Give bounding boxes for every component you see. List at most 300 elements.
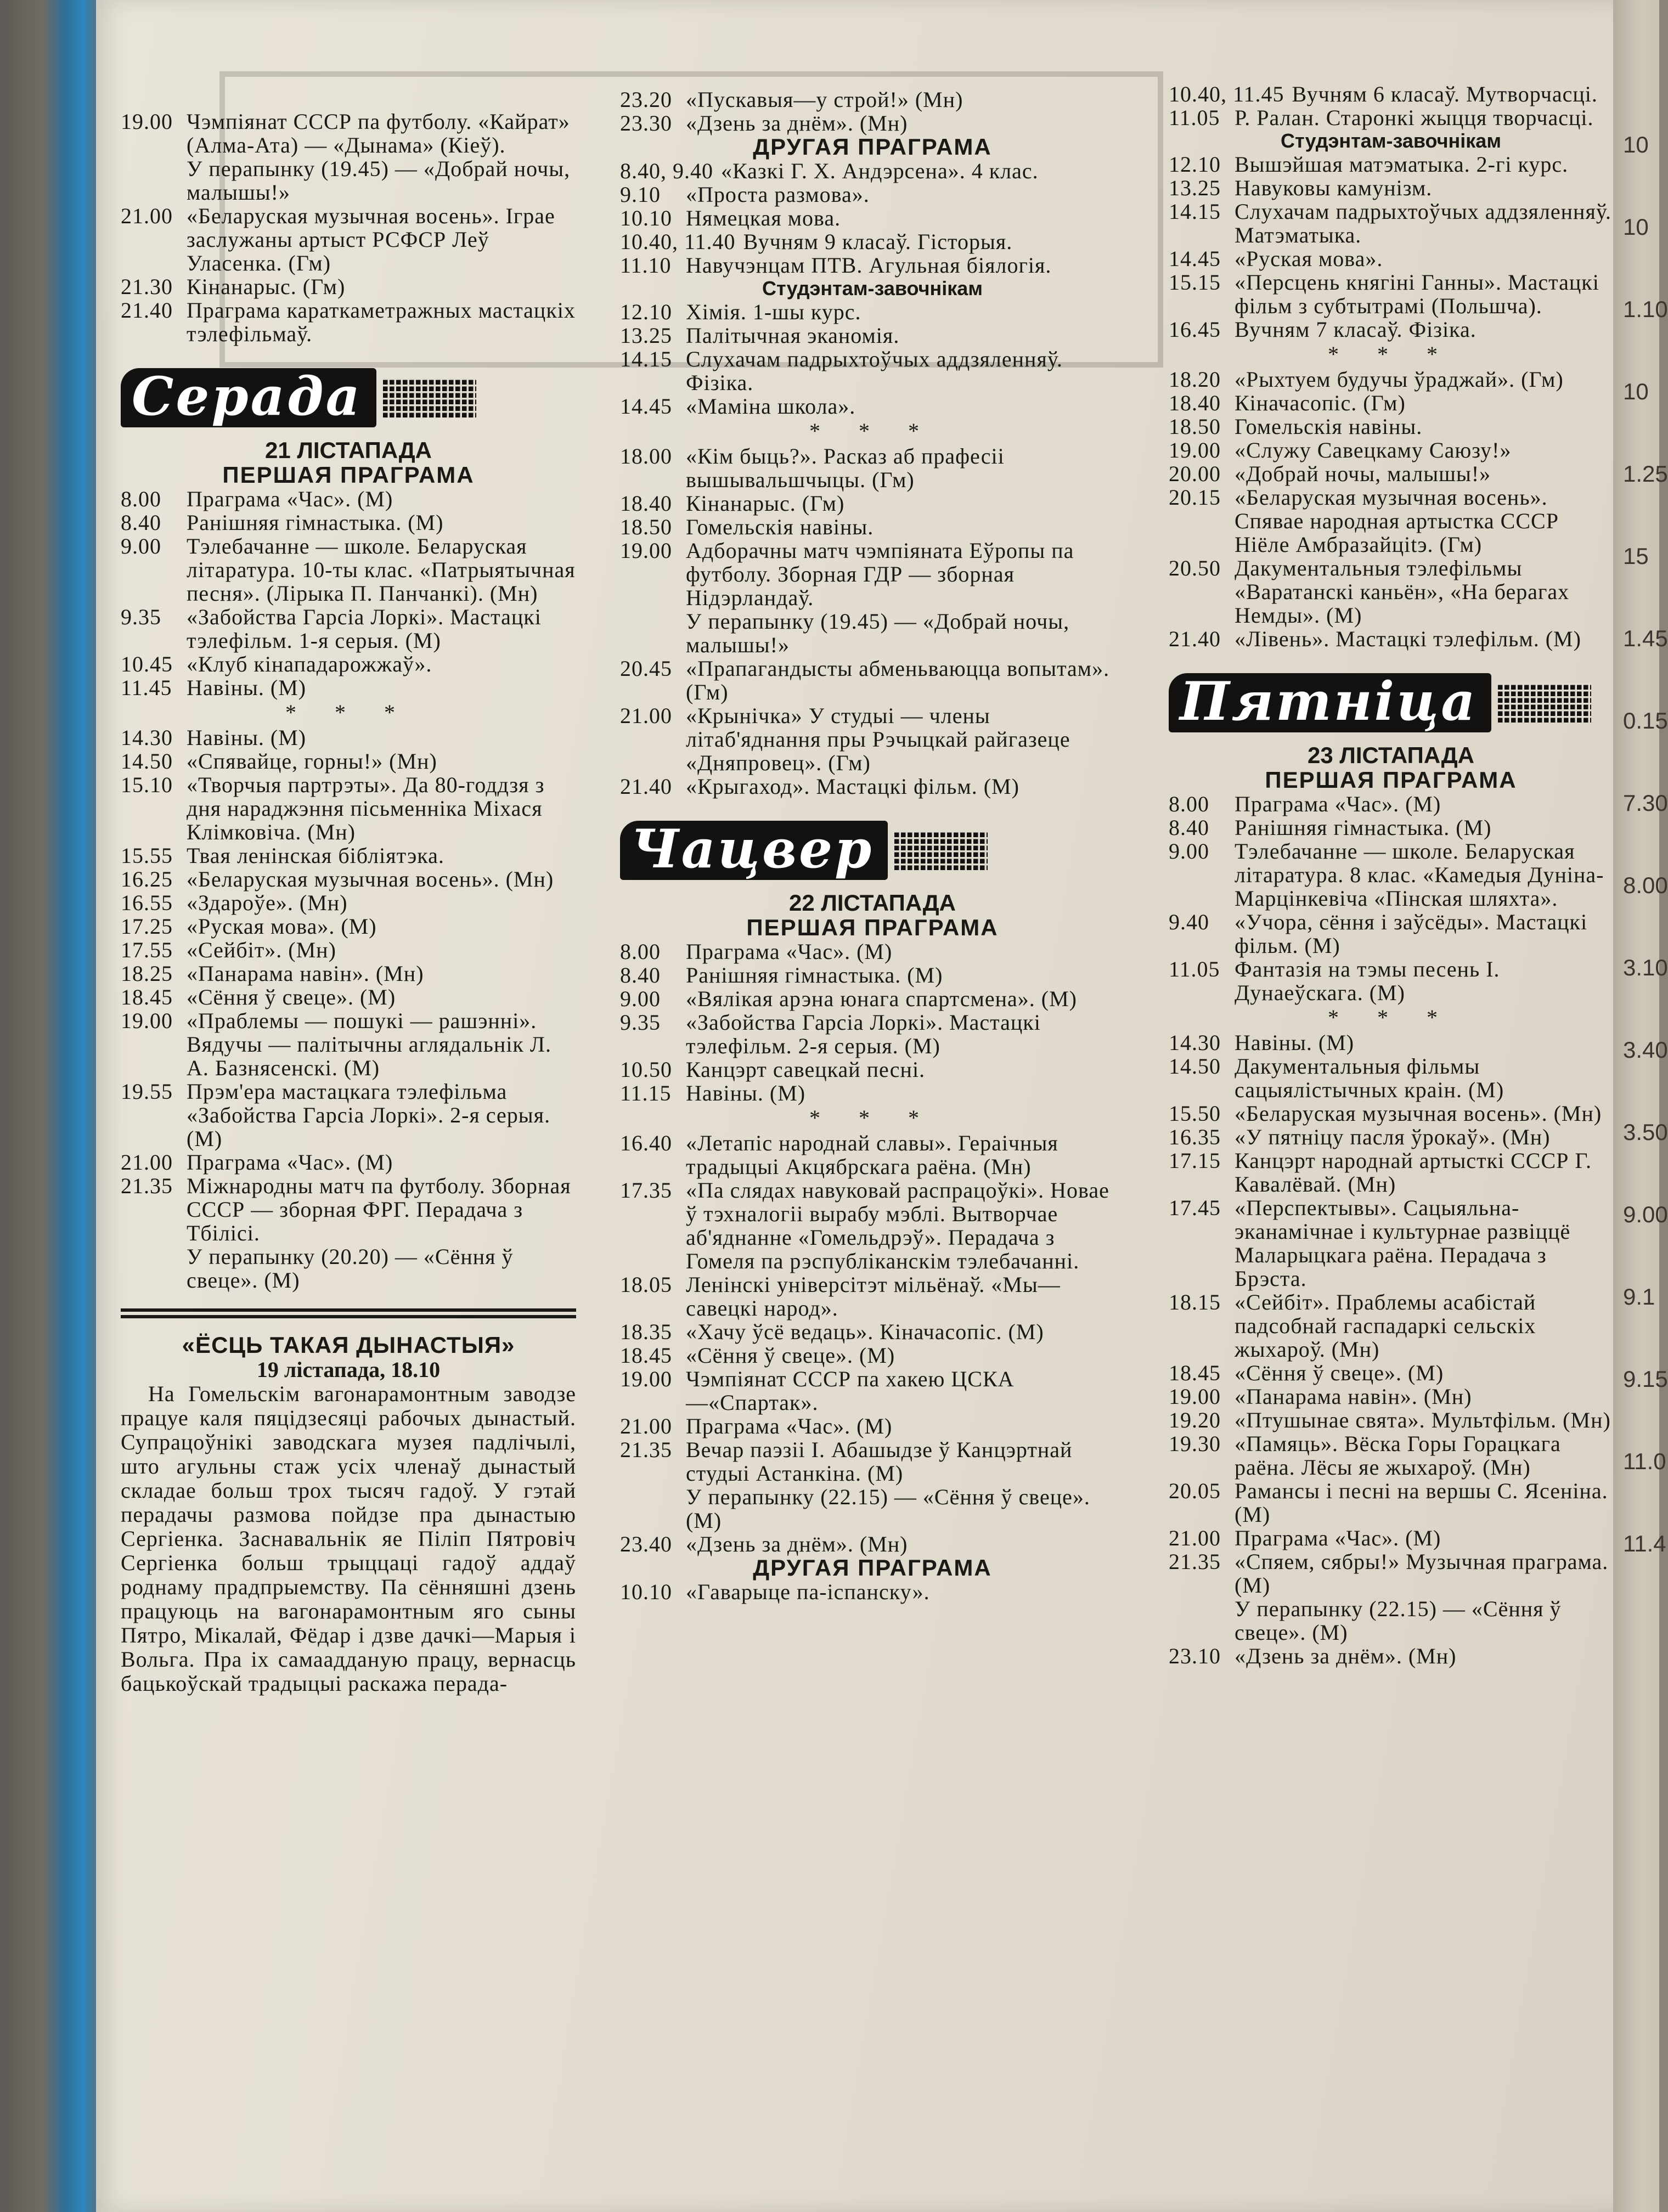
- schedule-entry: [121, 534, 576, 605]
- schedule-entry: [121, 511, 576, 534]
- entry-time: 9.35: [620, 1010, 661, 1035]
- entry-time: 12.10: [1169, 152, 1221, 177]
- entry-title: «Дзень за днём». (Мн): [686, 111, 908, 136]
- entry-title: Навуковы камунізм.: [1235, 176, 1433, 200]
- entry-time: 19.55: [121, 1079, 173, 1104]
- entry-title: «Клуб кінападарожжаў».: [187, 652, 432, 676]
- article-title: «ЁСЦЬ ТАКАЯ ДЫНАСТЫЯ»: [182, 1332, 515, 1358]
- entry-title: «Крынічка» У студыі — члены літаб'яднання пры Рэчыцкай райгазеце «Дняпровец». (Гм): [686, 703, 1070, 775]
- schedule-entry: [121, 487, 576, 511]
- schedule-entry: [620, 610, 1125, 657]
- entry-title: Тэлебачанне — школе. Беларуская літаратура. 10-ты клас. «Патрыятычная песня». (Лірыка П. Панчанкі). (Мн): [187, 534, 576, 606]
- entry-title: «Спяем, сябры!» Музычная праграма. (М): [1235, 1549, 1609, 1598]
- entry-title: Навіны. (М): [686, 1081, 806, 1105]
- entry-time: 21.35: [620, 1437, 672, 1462]
- adjacent-page-fragment: 15: [1623, 543, 1649, 569]
- entry-title: Гомельскія навіны.: [686, 515, 874, 539]
- date-heading: 21 ЛІСТАПАДА: [265, 437, 432, 463]
- adjacent-page-fragment: 0.15: [1623, 708, 1668, 733]
- entry-title: Вучням 9 класаў. Гісторыя.: [743, 229, 1013, 254]
- entry-title: «Перспектывы». Сацыяльна-эканамічнае і культурнае развіццё Маларыцкага раёна. Перадача з Брэста.: [1235, 1195, 1571, 1291]
- entry-time: 21.35: [121, 1173, 173, 1198]
- entry-title: Прагрaма «Час». (М): [187, 1150, 393, 1175]
- entry-title: Кінанарыс. (Гм): [187, 274, 346, 299]
- entry-title: Твая ленінская бібліятэка.: [187, 843, 444, 868]
- entry-time: 15.55: [121, 843, 173, 868]
- schedule-entry: [620, 1532, 1125, 1556]
- adjacent-page-fragment: 10: [1623, 132, 1649, 157]
- entry-time: 14.45: [1169, 246, 1221, 271]
- entry-time: 21.30: [121, 274, 173, 299]
- schedule-entry: [620, 1011, 1125, 1058]
- entry-title: Хімія. 1-шы курс.: [686, 300, 861, 324]
- schedule-entry: [121, 844, 576, 867]
- date-heading: 23 ЛІСТАПАДА: [1308, 742, 1474, 768]
- entry-title: «Пускавыя—у строй!» (Мн): [686, 87, 963, 112]
- section-separator: * * *: [809, 419, 936, 443]
- schedule-entry: [1169, 368, 1613, 391]
- date-heading: 22 ЛІСТАПАДА: [789, 890, 956, 916]
- entry-time: 10.40, 11.45: [1169, 82, 1284, 106]
- day-name: Пятніца: [1169, 673, 1491, 732]
- schedule-entry: [121, 726, 576, 749]
- binder-edge: [0, 0, 104, 2212]
- adjacent-page-fragment: 9.1: [1623, 1284, 1655, 1310]
- schedule-entry: [620, 444, 1125, 492]
- entry-time: 19.00: [1169, 1384, 1221, 1409]
- entry-title: Ранішняя гімнастыка. (М): [187, 510, 444, 535]
- entry-title: «Вялікая арэна юнага спартсмена». (М): [686, 986, 1077, 1011]
- entry-time: 15.15: [1169, 270, 1221, 295]
- schedule-entry: [620, 963, 1125, 987]
- schedule-entry: [121, 1245, 576, 1292]
- entry-title: Дакументальныя тэлефільмы «Варатанскі каньён», «На берагах Немды». (М): [1235, 556, 1570, 628]
- entry-time: 8.00: [1169, 792, 1209, 816]
- entry-title: «Творчыя партрэты». Да 80-годдзя з дня нараджэння пісьменніка Міхася Клімковіча. (Мн): [187, 772, 545, 844]
- schedule-entry: [620, 300, 1125, 324]
- schedule-entry: [1169, 1408, 1613, 1432]
- adjacent-page-fragment: 11.4: [1623, 1531, 1666, 1556]
- tv-screen-icon: [1498, 683, 1591, 723]
- section-separator: * * *: [809, 1105, 936, 1130]
- entry-time: 15.50: [1169, 1101, 1221, 1126]
- entry-time: 21.00: [121, 1150, 173, 1175]
- schedule-entry: [620, 515, 1125, 539]
- entry-title: «Сёння ў свеце». (М): [686, 1343, 895, 1368]
- entry-time: 14.15: [620, 347, 672, 371]
- entry-title: «Панарама навін». (Мн): [187, 961, 424, 986]
- entry-title: «У пятніцу пасля ўрокаў». (Мн): [1235, 1125, 1551, 1149]
- entry-time: 18.35: [620, 1319, 672, 1344]
- schedule-entry: [121, 605, 576, 652]
- entry-time: 10.45: [121, 652, 173, 676]
- entry-time: 18.25: [121, 961, 173, 986]
- schedule-block: [121, 487, 576, 699]
- schedule-entry: [121, 1174, 576, 1245]
- entry-title: «Хачу ўсё ведаць». Кіначасопіс. (М): [686, 1319, 1044, 1344]
- entry-title: Канцэрт савецкай песні.: [686, 1057, 926, 1082]
- schedule-entry: [620, 1273, 1125, 1320]
- schedule-entry: [121, 749, 576, 773]
- entry-title: «Маміна школа».: [686, 394, 856, 419]
- schedule-block: [620, 1131, 1125, 1556]
- entry-time: 14.15: [1169, 199, 1221, 224]
- entry-title: «Па слядах навуковай распрацоўкі». Новае ў тэхналогіі вырабу мэблі. Вытворчае аб'яднанне «Гомельдрэў». Перадача з Гомеля па рэспубліканскім тэлебачанні.: [686, 1178, 1109, 1273]
- adjacent-page-fragment: 8.00: [1623, 872, 1668, 898]
- entry-time: 8.40: [121, 510, 161, 535]
- entry-time: 18.50: [1169, 414, 1221, 439]
- schedule-entry: [620, 1131, 1125, 1178]
- entry-title: «Кім быць?». Расказ аб прафесіі вышывальшчыцы. (Гм): [686, 444, 1005, 492]
- schedule-entry: [620, 1058, 1125, 1081]
- section-separator: * * *: [1328, 1005, 1454, 1030]
- entry-title: «Беларуская музычная восень». Спявае народная артыстка СССР Ніёле Амбразайціtэ. (Гм): [1235, 485, 1559, 557]
- schedule-entry: [620, 987, 1125, 1011]
- entry-time: 17.45: [1169, 1195, 1221, 1220]
- entry-time: 10.10: [620, 1579, 672, 1604]
- entry-title: Вучням 6 класаў. Мутворчасці.: [1292, 82, 1598, 106]
- section-subheading: Студэнтам-завочнікам: [762, 277, 983, 300]
- entry-time: 23.10: [1169, 1644, 1221, 1668]
- schedule-entry: [121, 275, 576, 298]
- entry-time: 13.25: [1169, 176, 1221, 200]
- day-header-friday: [1169, 670, 1613, 733]
- entry-time: 9.40: [1169, 910, 1209, 934]
- entry-time: 8.40: [620, 963, 661, 988]
- entry-title: «Учора, сёння і заўсёды». Мастацкі фільм. (М): [1235, 910, 1588, 958]
- entry-title: Чэмпіянат СССР па футболу. «Кайрат» (Алма-Ата) — «Дынама» (Кіеў).: [187, 109, 570, 157]
- entry-title: Прагрaма «Час». (М): [686, 1414, 893, 1438]
- schedule-entry: [620, 1485, 1125, 1532]
- entry-time: 17.55: [121, 938, 173, 962]
- schedule-entry: [1169, 391, 1613, 415]
- entry-title: Тэлебачанне — школе. Беларуская літаратура. 8 клас. «Камедыя Дуніна-Марцінкевіча «Пінская шляхта».: [1235, 839, 1604, 911]
- section-separator: * * *: [1328, 342, 1454, 366]
- schedule-entry: [121, 676, 576, 699]
- schedule-entry: [1169, 318, 1613, 341]
- entry-time: 21.35: [1169, 1549, 1221, 1574]
- schedule-entry: [1169, 486, 1613, 556]
- entry-title: «Забойства Гарсіа Лоркі». Мастацкі тэлефільм. 2-я серыя. (М): [686, 1010, 1041, 1058]
- entry-time: 9.00: [121, 534, 161, 558]
- entry-time: 10.10: [620, 206, 672, 230]
- entry-title: Р. Ралан. Старонкі жыцця творчасці.: [1235, 105, 1594, 130]
- entry-time: 21.00: [121, 204, 173, 228]
- entry-time: 11.45: [121, 675, 172, 700]
- schedule-entry: [1169, 1125, 1613, 1149]
- schedule-entry: [121, 915, 576, 938]
- entry-title: Прагрaма «Час». (М): [1235, 792, 1441, 816]
- entry-time: 21.00: [1169, 1526, 1221, 1550]
- schedule-entry: [1169, 153, 1613, 176]
- entry-time: 13.25: [620, 323, 672, 348]
- entry-title: «Проста размова».: [686, 182, 870, 207]
- schedule-block: [1169, 82, 1613, 129]
- adjacent-page-fragment: 3.50: [1623, 1119, 1668, 1145]
- adjacent-page-fragment: 1.25: [1623, 461, 1668, 487]
- entry-title: «Беларуская музычная восень». (Мн): [187, 867, 554, 891]
- schedule-entry: [1169, 438, 1613, 462]
- entry-time: 17.25: [121, 914, 173, 939]
- schedule-entry: [620, 206, 1125, 230]
- tv-screen-icon: [383, 378, 476, 417]
- entry-time: 18.40: [1169, 391, 1221, 415]
- schedule-entry: [1169, 462, 1613, 486]
- adjacent-page-fragment: 10: [1623, 214, 1649, 240]
- entry-time: 10.50: [620, 1057, 672, 1082]
- entry-time: 20.05: [1169, 1479, 1221, 1503]
- schedule-entry: [1169, 1149, 1613, 1196]
- schedule-block: [1169, 153, 1613, 341]
- entry-title: Прагрaма караткаметражных мастацкіх тэлефільмаў.: [187, 298, 576, 346]
- entry-time: 19.00: [1169, 438, 1221, 462]
- entry-time: 16.25: [121, 867, 173, 891]
- schedule-entry: [620, 940, 1125, 963]
- schedule-entry: [620, 111, 1125, 135]
- program-heading: ПЕРШАЯ ПРАГРАМА: [222, 462, 475, 488]
- column-3: [1169, 0, 1613, 2194]
- entry-title: Прэм'ера мастацкага тэлефільма «Забойства Гарсіа Лоркі». 2-я серыя. (М): [187, 1079, 551, 1151]
- section-subheading: Студэнтам-завочнікам: [1281, 129, 1501, 152]
- entry-time: 9.00: [620, 986, 661, 1011]
- entry-time: 9.10: [620, 182, 661, 207]
- schedule-entry: [620, 1344, 1125, 1367]
- schedule-entry: [620, 230, 1125, 253]
- article-subtitle: 19 лістапада, 18.10: [256, 1357, 441, 1382]
- entry-time: 18.05: [620, 1272, 672, 1297]
- entry-title: Гомельскія навіны.: [1235, 414, 1423, 439]
- entry-time: 18.50: [620, 515, 672, 539]
- entry-title: «Рыхтуем будучы ўраджай». (Гм): [1235, 367, 1564, 392]
- entry-time: 19.00: [121, 109, 173, 134]
- entry-title: «Дзень за днём». (Мн): [686, 1532, 908, 1556]
- schedule-entry: [1169, 1290, 1613, 1361]
- schedule-entry: [620, 1320, 1125, 1344]
- entry-time: 21.40: [620, 774, 672, 799]
- adjacent-page-fragment: 1.45: [1623, 625, 1668, 651]
- schedule-entry: [121, 1009, 576, 1080]
- entry-title: Ранішняя гімнастыка. (М): [686, 963, 943, 988]
- schedule-entry: [1169, 556, 1613, 627]
- entry-time: 18.15: [1169, 1290, 1221, 1314]
- entry-title: Навучэнцам ПТВ. Агульная біялогія.: [686, 253, 1052, 278]
- schedule-block: [620, 940, 1125, 1105]
- schedule-entry: [1169, 82, 1613, 106]
- entry-time: 21.40: [1169, 627, 1221, 651]
- entry-title: «Дзень за днём». (Мн): [1235, 1644, 1457, 1668]
- schedule-entry: [620, 88, 1125, 111]
- adjacent-page-fragment: 11.0: [1623, 1448, 1666, 1474]
- day-name: Чацвер: [620, 821, 888, 880]
- divider-rule: [121, 1308, 576, 1318]
- schedule-entry: [1169, 1385, 1613, 1408]
- entry-time: 16.55: [121, 890, 173, 915]
- entry-title: «Здароўе». (Мн): [187, 890, 348, 915]
- entry-title: «Казкі Г. Х. Андэрсена». 4 клас.: [721, 159, 1039, 183]
- schedule-entry: [620, 1438, 1125, 1485]
- entry-time: 12.10: [620, 300, 672, 324]
- schedule-entry: [121, 867, 576, 891]
- entry-time: 18.45: [121, 985, 173, 1009]
- adjacent-page-edge: [1613, 0, 1668, 2212]
- entry-title: У перапынку (22.15) — «Сёння ў свеце». (М): [686, 1485, 1090, 1533]
- entry-title: Палітычная эканомія.: [686, 323, 900, 348]
- schedule-entry: [1169, 1031, 1613, 1054]
- entry-title: Ранішняя гімнастыка. (М): [1235, 815, 1492, 840]
- schedule-entry: [121, 1150, 576, 1174]
- adjacent-page-fragment: 1.10: [1623, 296, 1668, 322]
- schedule-block: [620, 300, 1125, 418]
- entry-time: 23.20: [620, 87, 672, 112]
- entry-title: «Сёння ў свеце». (М): [1235, 1361, 1444, 1385]
- schedule-entry: [1169, 1526, 1613, 1550]
- schedule-block: [1169, 1031, 1613, 1668]
- adjacent-page-fragment: 10: [1623, 379, 1649, 404]
- day-name: Серада: [121, 368, 376, 427]
- entry-title: Слухачам падрыхтоўчых аддзяленняў. Фізіка.: [686, 347, 1063, 395]
- entry-time: 19.00: [121, 1008, 173, 1033]
- schedule-entry: [121, 204, 576, 275]
- schedule-entry: [1169, 792, 1613, 816]
- schedule-entry: [620, 394, 1125, 418]
- entry-title: Навіны. (М): [187, 725, 307, 750]
- schedule-entry: [1169, 910, 1613, 957]
- entry-time: 14.30: [121, 725, 173, 750]
- schedule-entry: [121, 1080, 576, 1150]
- schedule-entry: [121, 773, 576, 844]
- entry-title: Ленінскі універсітэт мільёнаў. «Мы—савецкі народ».: [686, 1272, 1061, 1321]
- entry-time: 14.50: [121, 749, 173, 774]
- entry-title: У перапынку (20.20) — «Сёння ў свеце». (М): [187, 1244, 514, 1293]
- entry-time: 17.15: [1169, 1148, 1221, 1173]
- adjacent-page-fragment: 7.30: [1623, 790, 1668, 816]
- entry-title: Кіначасопіс. (Гм): [1235, 391, 1406, 415]
- entry-title: «Забойства Гарсіа Лоркі». Мастацкі тэлефільм. 1-я серыя. (М): [187, 605, 542, 653]
- schedule-entry: [121, 891, 576, 915]
- adjacent-page-fragment: 9.00: [1623, 1201, 1668, 1227]
- entry-time: 14.30: [1169, 1030, 1221, 1055]
- entry-time: 11.10: [620, 253, 672, 278]
- schedule-entry: [620, 704, 1125, 775]
- entry-title: Прагрaма «Час». (М): [1235, 1526, 1441, 1550]
- schedule-entry: [620, 1414, 1125, 1438]
- schedule-entry: [1169, 176, 1613, 200]
- entry-time: 18.45: [620, 1343, 672, 1368]
- entry-title: Рамансы і песні на вершы С. Ясеніна. (М): [1235, 1479, 1608, 1527]
- entry-title: Адборачны матч чэмпіяната Еўропы па футболу. Зборная ГДР — зборная Нідэрландаў.: [686, 538, 1074, 610]
- entry-title: «Лівень». Мастацкі тэлефільм. (М): [1235, 627, 1581, 651]
- schedule-entry: [620, 347, 1125, 394]
- entry-time: 14.50: [1169, 1054, 1221, 1079]
- schedule-entry: [121, 985, 576, 1009]
- schedule-entry: [121, 157, 576, 204]
- entry-title: «Гаварыце па-іспанску».: [686, 1579, 930, 1604]
- schedule-block: [121, 110, 576, 346]
- entry-title: «Праблемы — пошукі — рашэнні». Вядучы — палітычны аглядальнік Л. А. Базнясенскі. (М): [187, 1008, 551, 1080]
- entry-title: «Руская мова».: [1235, 246, 1383, 271]
- schedule-entry: [620, 539, 1125, 610]
- entry-title: «Сейбіт». (Мн): [187, 938, 336, 962]
- entry-title: У перапынку (19.45) — «Добрай ночы, малышы!»: [686, 609, 1070, 657]
- schedule-entry: [620, 1367, 1125, 1414]
- schedule-entry: [1169, 247, 1613, 270]
- entry-time: 19.30: [1169, 1431, 1221, 1456]
- entry-time: 21.00: [620, 703, 672, 728]
- entry-time: 16.40: [620, 1131, 672, 1155]
- program-heading: ДРУГАЯ ПРАГРАМА: [753, 134, 992, 160]
- entry-title: Дакументальныя фільмы сацыялістычных краін. (М): [1235, 1054, 1504, 1102]
- entry-time: 11.15: [620, 1081, 672, 1105]
- day-header-thursday: [620, 820, 1125, 881]
- schedule-entry: [121, 938, 576, 962]
- schedule-entry: [1169, 1644, 1613, 1668]
- schedule-entry: [1169, 1054, 1613, 1102]
- entry-title: «Беларуская музычная восень». Іграе заслужаны артыст РСФСР Леў Уласенка. (Гм): [187, 204, 555, 275]
- entry-title: «Руская мова». (М): [187, 914, 377, 939]
- schedule-entry: [620, 1081, 1125, 1105]
- entry-time: 20.00: [1169, 461, 1221, 486]
- entry-title: Міжнародны матч па футболу. Зборная СССР — зборная ФРГ. Перадача з Тбілісі.: [187, 1173, 571, 1245]
- schedule-block: [1169, 368, 1613, 651]
- column-1: [121, 0, 576, 2194]
- entry-title: «Летапіс народнай славы». Гераічныя традыцыі Акцябрскага раёна. (Мн): [686, 1131, 1058, 1179]
- entry-time: 17.35: [620, 1178, 672, 1203]
- schedule-entry: [620, 657, 1125, 704]
- entry-time: 18.40: [620, 491, 672, 516]
- program-heading: ПЕРШАЯ ПРАГРАМА: [746, 915, 999, 940]
- entry-title: «Крыгаход». Мастацкі фільм. (М): [686, 774, 1019, 799]
- schedule-entry: [1169, 957, 1613, 1005]
- entry-title: «Панарама навін». (Мн): [1235, 1384, 1472, 1409]
- entry-time: 8.40, 9.40: [620, 159, 713, 183]
- schedule-entry: [121, 962, 576, 985]
- column-2: [620, 0, 1125, 2194]
- entry-time: 19.00: [620, 538, 672, 563]
- schedule-entry: [1169, 1361, 1613, 1385]
- entry-title: Прагрaма «Час». (М): [686, 939, 893, 964]
- schedule-entry: [1169, 1196, 1613, 1290]
- tv-screen-icon: [894, 831, 988, 870]
- schedule-block: [121, 726, 576, 1292]
- schedule-entry: [1169, 627, 1613, 651]
- entry-time: 20.50: [1169, 556, 1221, 580]
- entry-time: 16.45: [1169, 317, 1221, 342]
- entry-time: 8.00: [620, 939, 661, 964]
- entry-time: 16.35: [1169, 1125, 1221, 1149]
- schedule-block: [620, 88, 1125, 135]
- entry-time: 21.00: [620, 1414, 672, 1438]
- entry-title: «Беларуская музычная восень». (Мн): [1235, 1101, 1602, 1126]
- entry-title: «Служу Савецкаму Саюзу!»: [1235, 438, 1512, 462]
- day-header-wednesday: [121, 365, 576, 428]
- adjacent-page-fragment: 3.40: [1623, 1037, 1668, 1063]
- entry-title: «Спявайце, горны!» (Мн): [187, 749, 437, 774]
- entry-title: «Сейбіт». Праблемы асабістай падсобнай гаспадаркі сельскіх жыхароў. (Мн): [1235, 1290, 1536, 1362]
- entry-title: Канцэрт народнай артысткі СССР Г. Кавалёвай. (Мн): [1235, 1148, 1592, 1197]
- program-heading: ПЕРШАЯ ПРАГРАМА: [1265, 767, 1517, 793]
- entry-title: У перапынку (22.15) — «Сёння ў свеце». (М): [1235, 1596, 1562, 1645]
- schedule-entry: [620, 253, 1125, 277]
- article-body: На Гомельскім вагонарамонтным заводзе працуе каля пяцідзесяці рабочых дынастый. Супрацоўнікі заводскага музея падлічылі, што агульны стаж усіх членаў дынастый складае больш трох тысяч гадоў. У гэтай перадачы размова пойдзе пра дынастыю Сергіенка. Заснавальнік яе Піліп Пятровіч Сергіенка больш трыццаці гадоў аддаў роднаму прадпрыемству. Па сённяшні дзень працуюць на вагонарамонтным яго сыны Пятро, Мікалай, Фёдар і дзве дачкі—Марыя і Вольга. Пра іх самаадданую працу, вернасць бацькоўскай традыцыі раскажа перада-: [121, 1381, 576, 1696]
- schedule-entry: [1169, 106, 1613, 129]
- schedule-entry: [1169, 816, 1613, 839]
- entry-title: Навіны. (М): [187, 675, 307, 700]
- section-separator: * * *: [285, 700, 412, 725]
- entry-title: Фантазія на тэмы песень І. Дунаеўскага. (М): [1235, 957, 1500, 1005]
- entry-time: 11.05: [1169, 957, 1220, 981]
- entry-title: Кінанарыс. (Гм): [686, 491, 845, 516]
- adjacent-page-fragment: 3.10: [1623, 955, 1668, 980]
